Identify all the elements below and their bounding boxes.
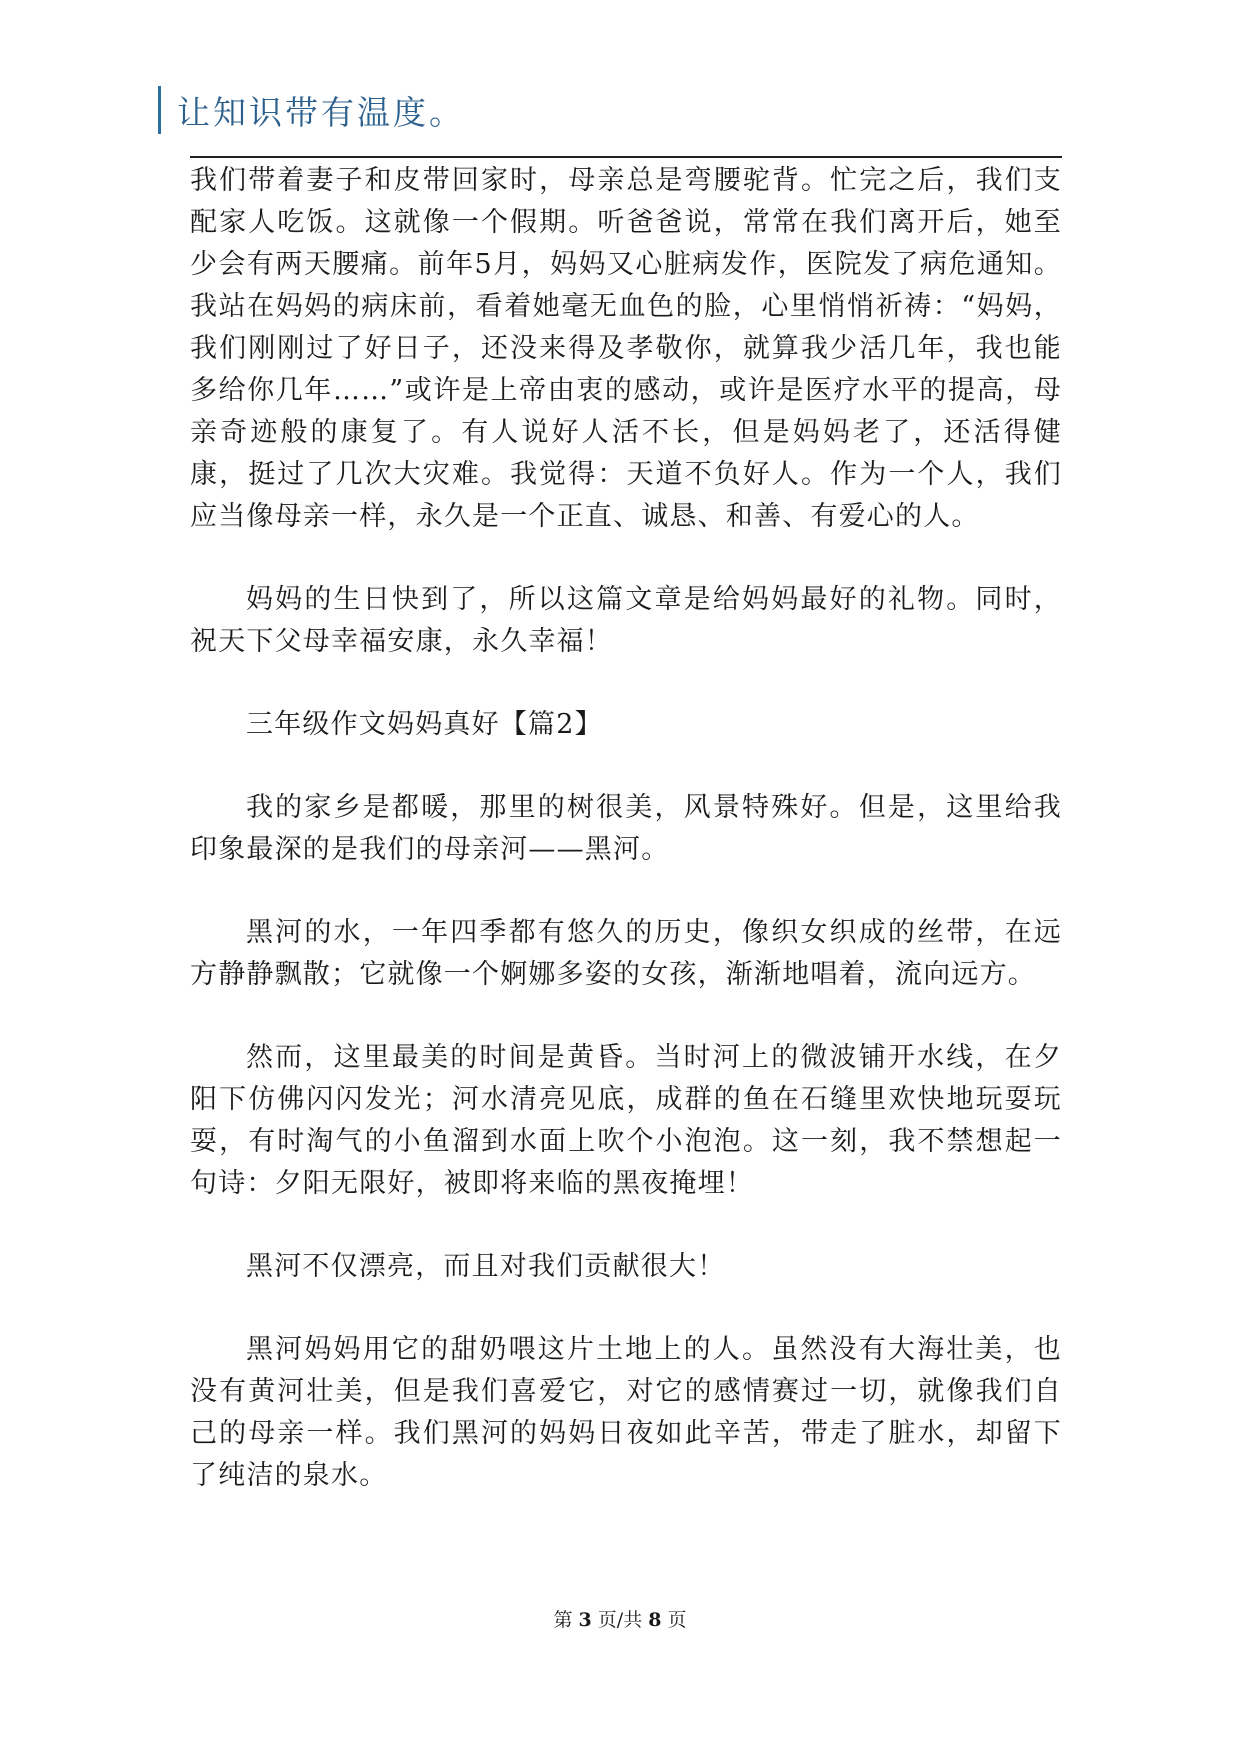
page-number (0, 1605, 1240, 1632)
document-body (190, 160, 1062, 1497)
header (158, 86, 465, 134)
page-number-middle: 页/共 (597, 1609, 643, 1631)
total-pages: 8 (648, 1609, 662, 1631)
paragraph: 黑河妈妈用它的甜奶喂这片土地上的人。虽然没有大海壮美，也没有黄河壮美，但是我们喜爱它，对它的感情赛过一切，就像我们自己的母亲一样。我们黑河的妈妈日夜如此辛苦，带走了脏水，却留下了纯洁的泉水。 (190, 1334, 1062, 1491)
header-title: 让知识带有温度。 (177, 92, 465, 132)
current-page: 3 (578, 1609, 592, 1631)
paragraph-continued: 我们带着妻子和皮带回家时，母亲总是弯腰驼背。忙完之后，我们支配家人吃饭。这就像一个假期。听爸爸说，常常在我们离开后，她至少会有两天腰痛。前年5月，妈妈又心脏病发作，医院发了病危通知。我站在妈妈的病床前，看着她毫无血色的脸，心里悄悄祈祷：“妈妈，我们刚刚过了好日子，还没来得及孝敬你，就算我少活几年，我也能多给你几年……”或许是上帝由衷的感动，或许是医疗水平的提高，母亲奇迹般的康复了。有人说好人活不长，但是妈妈老了，还活得健康，挺过了几次大灾难。我觉得：天道不负好人。作为一个人，我们应当像母亲一样，永久是一个正直、诚恳、和善、有爱心的人。 (190, 165, 1062, 532)
paragraph: 妈妈的生日快到了，所以这篇文章是给妈妈最好的礼物。同时，祝天下父母幸福安康，永久幸福！ (190, 584, 1062, 657)
paragraph: 然而，这里最美的时间是黄昏。当时河上的微波铺开水线，在夕阳下仿佛闪闪发光；河水清亮见底，成群的鱼在石缝里欢快地玩耍玩耍，有时淘气的小鱼溜到水面上吹个小泡泡。这一刻，我不禁想起一句诗：夕阳无限好，被即将来临的黑夜掩埋！ (190, 1042, 1062, 1199)
page-number-prefix: 第 (553, 1609, 573, 1631)
section-heading: 三年级作文妈妈真好【篇2】 (246, 709, 603, 740)
header-divider (190, 156, 1062, 158)
paragraph: 黑河不仅漂亮，而且对我们贡献很大！ (246, 1251, 726, 1282)
paragraph: 我的家乡是都暖，那里的树很美，风景特殊好。但是，这里给我印象最深的是我们的母亲河——黑河。 (190, 792, 1062, 865)
page-number-suffix: 页 (667, 1609, 687, 1631)
paragraph: 黑河的水，一年四季都有悠久的历史，像织女织成的丝带，在远方静静飘散；它就像一个婀娜多姿的女孩，渐渐地唱着，流向远方。 (190, 917, 1062, 990)
